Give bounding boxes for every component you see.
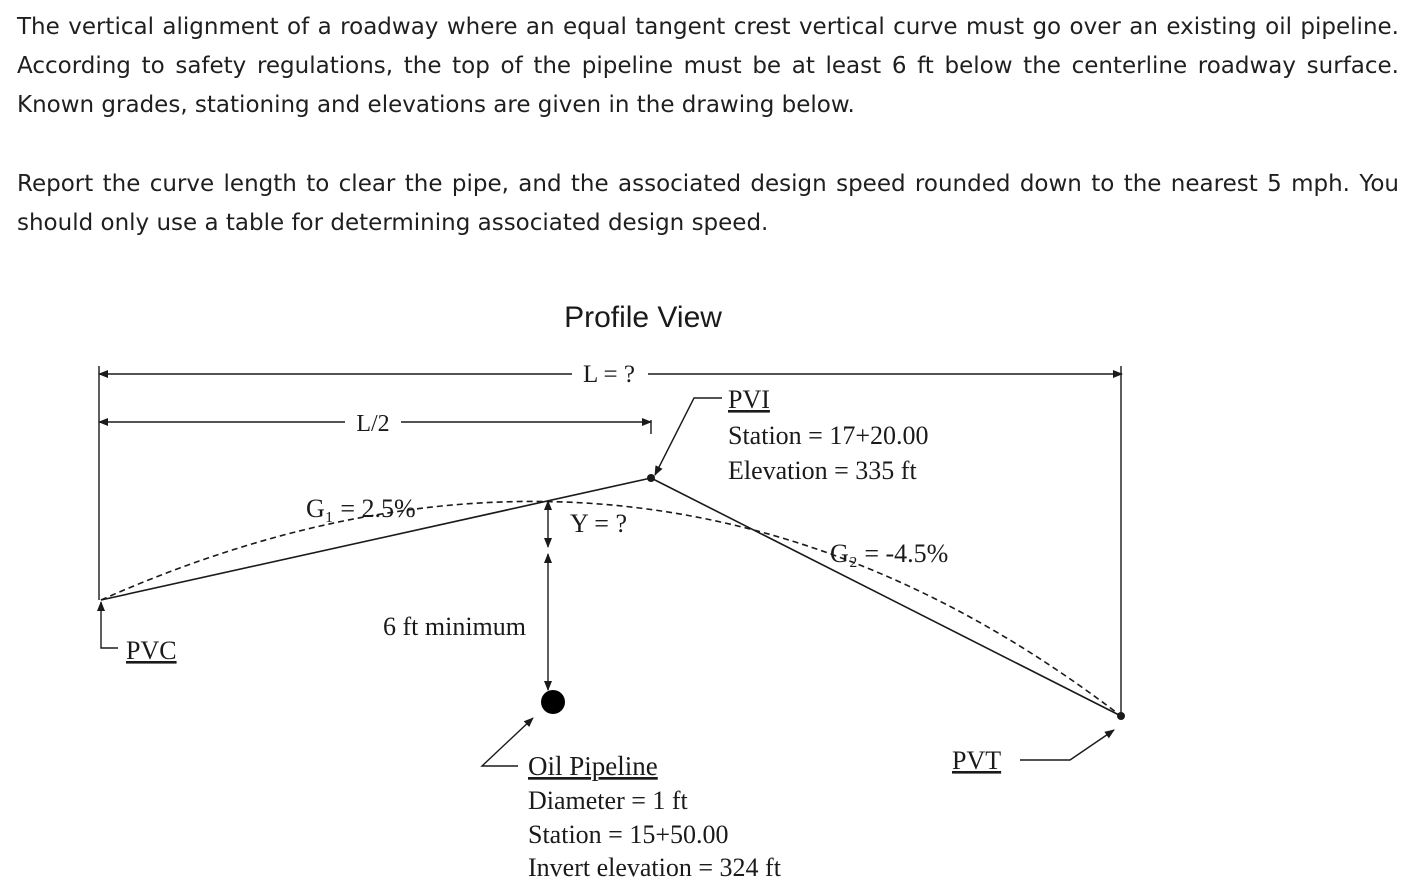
pvt-label: PVT [952,746,1002,775]
pipeline-diameter: Diameter = 1 ft [528,786,688,815]
offset-label: Y = ? [570,509,628,538]
pipeline-station: Station = 15+50.00 [528,820,729,849]
problem-paragraph-2: Report the curve length to clear the pipe, and the associated design speed rounded down to the nearest 5 mph. You should only use a table for determining associated design speed. [17,171,1399,236]
pipeline-invert: Invert elevation = 324 ft [528,853,781,882]
grade1-label: G₁ = 2.5% [306,494,416,523]
half-length-label: L/2 [356,411,390,437]
pvi-pointer [655,398,722,475]
pvi-elevation: Elevation = 335 ft [728,456,917,485]
grade2-label: G₂ = -4.5% [830,539,949,568]
pipeline-symbol [541,690,565,714]
length-label: L = ? [582,361,636,388]
pvc-label: PVC [126,636,177,665]
pipeline-label: Oil Pipeline [528,751,658,781]
figure-title: Profile View [564,301,722,334]
pvi-label: PVI [728,385,770,414]
profile-view-figure [0,270,1414,892]
grade2-tangent [651,478,1121,716]
pipeline-pointer [482,718,533,766]
pvt-point [1117,712,1125,720]
pvc-pointer [101,628,118,648]
pvi-station: Station = 17+20.00 [728,421,929,450]
pvi-point [647,474,655,482]
pvt-pointer [1020,730,1114,760]
problem-paragraph-1: The vertical alignment of a roadway where an equal tangent crest vertical curve must go over an existing oil pipeline. According to safety regulations, the top of the pipeline must be at least 6 ft below the centerline roadway surface. Known grades, stationing and elevations are given in the drawing below. [17,14,1399,118]
clearance-label: 6 ft minimum [383,612,526,641]
